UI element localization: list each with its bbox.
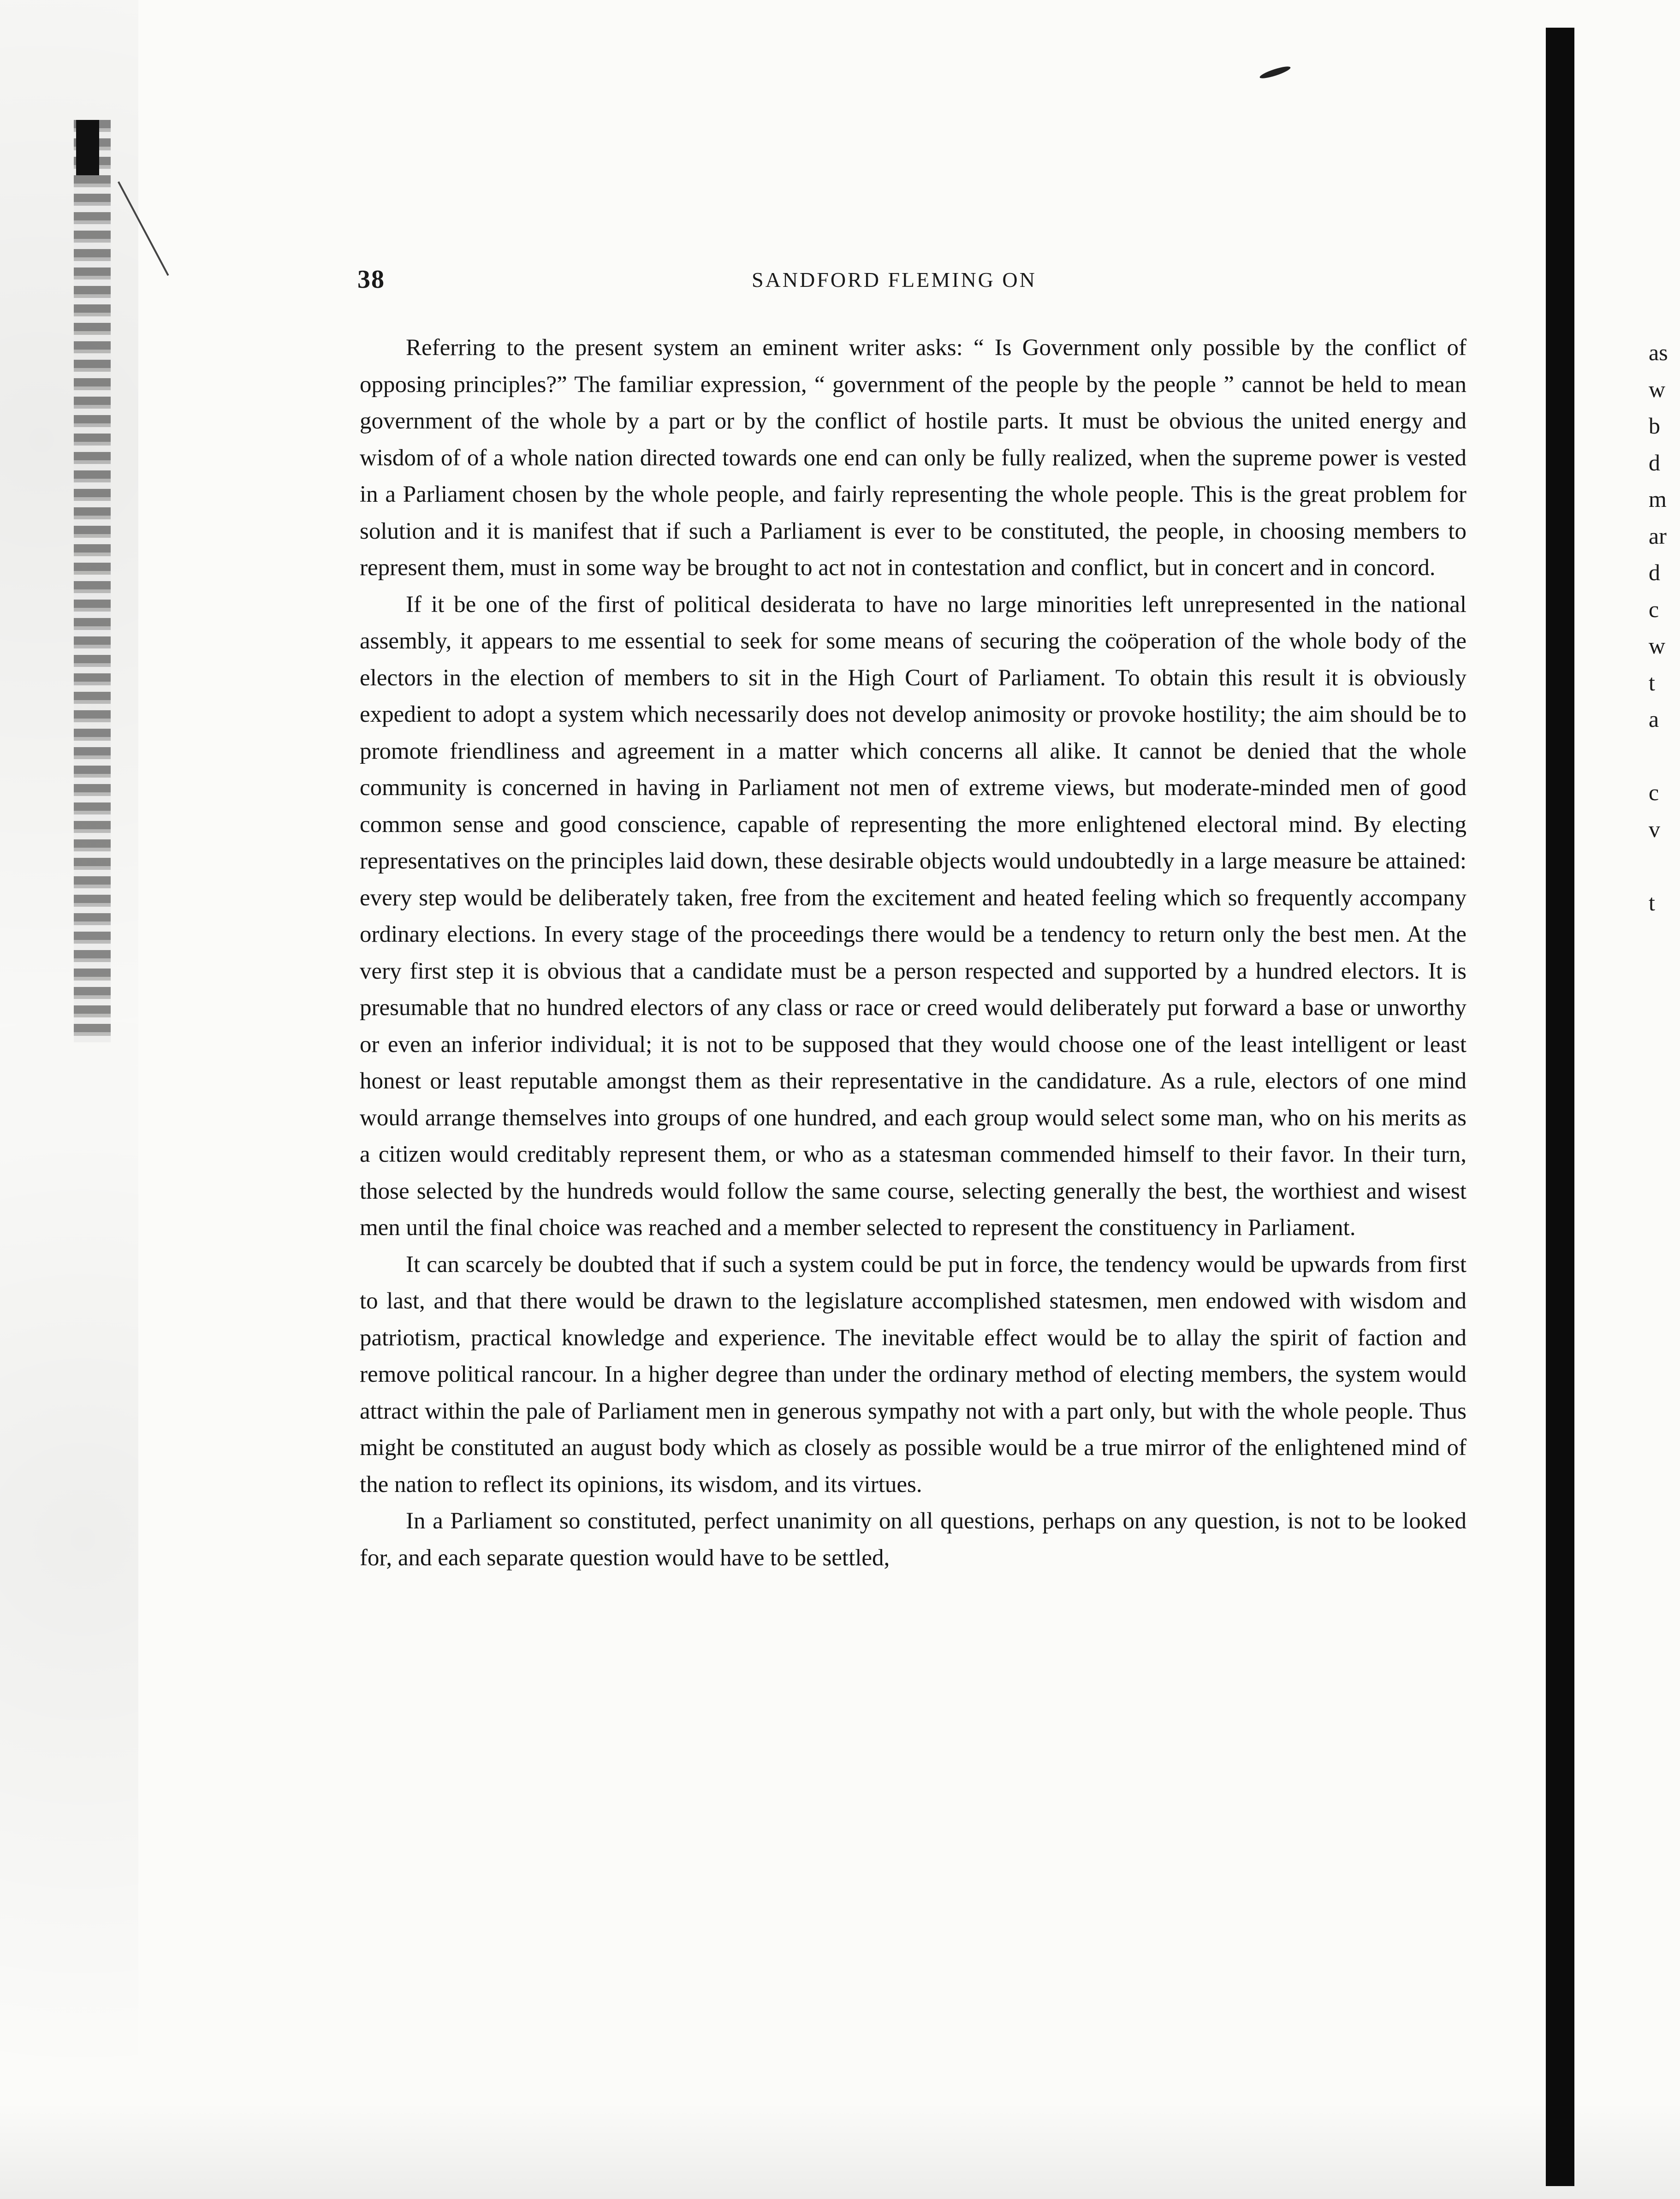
ink-mark xyxy=(1259,65,1292,81)
page-number: 38 xyxy=(357,265,385,294)
facing-fragment: as xyxy=(1649,339,1668,365)
scan-bottom-noise xyxy=(0,2103,1680,2199)
facing-fragment: a xyxy=(1649,706,1659,732)
facing-fragment: w xyxy=(1649,633,1666,659)
facing-fragment: w xyxy=(1649,376,1666,402)
facing-fragment: d xyxy=(1649,449,1660,475)
facing-fragment: t xyxy=(1649,889,1655,915)
facing-page-edge xyxy=(1649,334,1680,921)
facing-fragment: b xyxy=(1649,413,1660,439)
facing-fragment: m xyxy=(1649,486,1667,512)
page-header xyxy=(357,265,1473,302)
facing-fragment: d xyxy=(1649,559,1660,585)
running-head: SANDFORD FLEMING ON xyxy=(752,268,1037,291)
scan-edge-noise xyxy=(0,0,138,2199)
facing-fragment xyxy=(1649,848,1680,885)
facing-fragment: v xyxy=(1649,816,1660,842)
paragraph: Referring to the present system an eminent writer asks: “ Is Government only possible by the conflict of opposing principles?” The familiar expression, “ government of the people by the people ” cannot be held to mean government of the whole by a part or by the conflict of hostile parts. It must be obvious the united energy and wisdom of of a whole nation directed towards one end can only be fully realized, when the supreme power is vested in a Parliament chosen by the whole people, and fairly representing the whole people. This is the great problem for solution and it is manifest that if such a Parliament is ever to be constituted, the people, in choosing members to represent them, must in some way be brought to act not in contestation and conflict, but in concert and in concord. xyxy=(360,335,1466,581)
facing-fragment: c xyxy=(1649,596,1659,622)
paragraph: It can scarcely be doubted that if such a system could be put in force, the tendency would be upwards from first to last, and that there would be drawn to the legislature accomplished statesmen, men endowed with wisdom and patriotism, practical knowledge and experience. The inevitable effect would be to allay the spirit of faction and remove political rancour. In a higher degree than under the ordinary method of electing members, the system would attract within the pale of Parliament men in generous sympathy not with a part only, but with the whole people. Thus might be constituted an august body which as closely as possible would be a true mirror of the enlightened mind of the nation to reflect its opinions, its wisdom, and its virtues. xyxy=(360,1251,1466,1498)
binding-strip xyxy=(74,120,111,1042)
gutter-bar xyxy=(1546,28,1574,2186)
facing-fragment xyxy=(1649,738,1680,775)
paragraph: In a Parliament so constituted, perfect unanimity on all questions, perhaps on any question, is not to be looked for, and each separate question would have to be settled, xyxy=(360,1508,1466,1571)
facing-fragment: c xyxy=(1649,779,1659,805)
facing-fragment: ar xyxy=(1649,523,1667,549)
paragraph: If it be one of the first of political desiderata to have no large minorities left unrepresented in the national assembly, it appears to me essential to seek for some means of securing the coöperation of the whole body of the electors in the election of members to sit in the High Court of Parliament. To obtain this result it is obviously expedient to adopt a system which necessarily does not develop animosity or provoke hostility; the aim should be to promote friendliness and agreement in a matter which concerns all alike. It cannot be denied that the whole community is concerned in having in Parliament not men of extreme views, but moderate-minded men of good common sense and good conscience, capable of representing the more enlightened electoral mind. By electing representatives on the principles laid down, these desirable objects would undoubtedly in a large measure be attained: every step would be deliberately taken, free from the excitement and heated feeling which so frequently accompany ordinary elections. In every stage of the proceedings there would be a tendency to return only the best men. At the very first step it is obvious that a candidate must be a person respected and supported by a hundred electors. It is presumable that no hundred electors of any class or race or creed would deliberately put forward a base or unworthy or even an inferior individual; it is not to be supposed that they would choose one of the least intelligent or least honest or least reputable amongst them as their representative in the candidature. As a rule, electors of one mind would arrange themselves into groups of one hundred, and each group would select some man, who on his merits as a citizen would creditably represent them, or who as a statesman commended himself to their favor. In their turn, those selected by the hundreds would follow the same course, selecting generally the best, the worthiest and wisest men until the final choice was reached and a member selected to represent the constituency in Parliament. xyxy=(360,591,1466,1241)
binding-strip-dark-mark xyxy=(76,120,99,175)
body-text xyxy=(360,330,1466,1576)
facing-fragment: t xyxy=(1649,669,1655,695)
